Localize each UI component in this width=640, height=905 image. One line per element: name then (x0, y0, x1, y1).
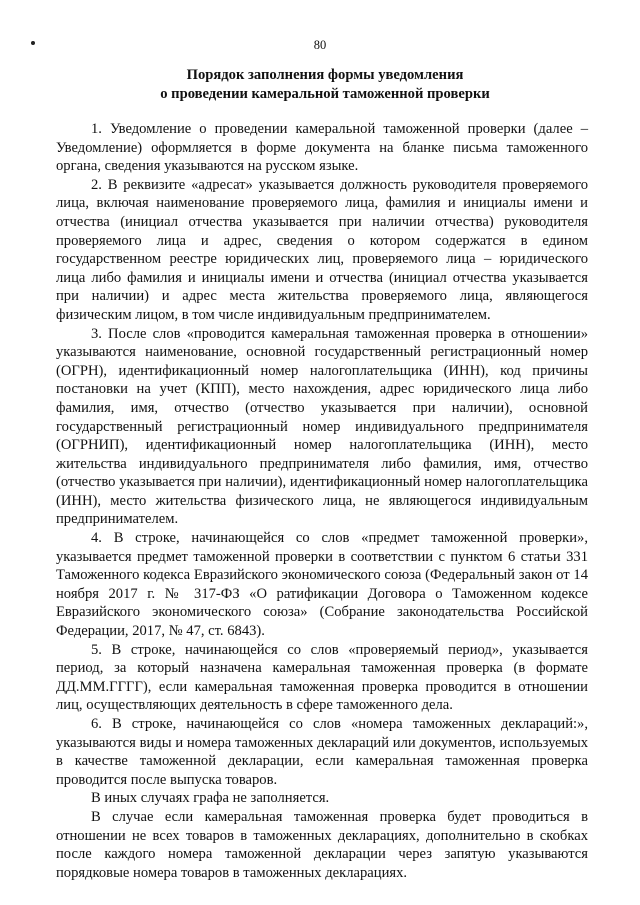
paragraph-3: 3. После слов «проводится камеральная таможенная проверка в отношении» указываются наименование, основной государственный регистрационный номер (ОГРН), идентификационный номер налогоплательщика (ИНН), код причины постановки на учет (КПП), место нахождения, адрес юридического лица либо фамилия, имя, отчество (отчество указывается при наличии), основной государственный регистрационный номер индивидуального предпринимателя (ОГРНИП), идентификационный номер налогоплательщика (ИНН), место жительства индивидуального предпринимателя либо фамилия, имя, отчество (отчество указывается при наличии), идентификационный номер налогоплательщика (ИНН), место жительства физического лица, не являющегося индивидуальным предпринимателем. (56, 325, 588, 528)
paragraph-2: 2. В реквизите «адресат» указывается должность руководителя проверяемого лица, включая наименование проверяемого лица, фамилия и инициалы имени и отчества (инициал отчества указывается при наличии отчества) руководителя проверяемого лица и адрес, сведения о котором содержатся в едином государственном реестре юридических лиц, проверяемого лица – юридического лица либо фамилия и инициалы имени и отчества (инициал отчества указывается при наличии) и адрес места жительства проверяемого лица, являющегося физическим лицом, в том числе индивидуальным предпринимателем. (56, 176, 588, 323)
title-line-1: Порядок заполнения формы уведомления (186, 67, 464, 83)
paragraph-7: В иных случаях графа не заполняется. (91, 790, 330, 807)
document-body (56, 120, 588, 882)
paragraph-4: 4. В строке, начинающейся со слов «предмет таможенной проверки», указывается предмет таможенной проверки в соответствии с пунктом 6 статьи 331 Таможенного кодекса Евразийского экономического союза (Федеральный закон от 14 ноября 2017 г. № 317-ФЗ «О ратификации Договора о Таможенном кодексе Евразийского экономического союза» (Собрание законодательства Российской Федерации, 2017, № 47, ст. 6843). (56, 530, 588, 640)
title-line-2: о проведении камеральной таможенной проверки (160, 86, 490, 102)
paragraph-1: 1. Уведомление о проведении камеральной таможенной проверки (далее – Уведомление) оформляется в форме документа на бланке письма таможенного органа, сведения указываются на русском языке. (56, 121, 588, 175)
document-title (60, 66, 590, 104)
paragraph-6: 6. В строке, начинающейся со слов «номера таможенных деклараций:», указываются виды и номера таможенных деклараций или документов, используемых в качестве таможенной декларации, если камеральная таможенная проверка проводится после выпуска товаров. (56, 716, 588, 788)
paragraph-5: 5. В строке, начинающейся со слов «проверяемый период», указывается период, за который назначена камеральная таможенная проверка (в формате ДД.ММ.ГГГГ), если камеральная таможенная проверка проводится в отношении лиц, осуществляющих деятельность в сфере таможенного дела. (56, 641, 588, 714)
paragraph-8: В случае если камеральная таможенная проверка будет проводиться в отношении не всех товаров в таможенных декларациях, дополнительно в скобках после каждого номера таможенной декларации через запятую указываются порядковые номера товаров в таможенных декларациях. (56, 808, 588, 881)
page-number: 80 (313, 38, 327, 52)
